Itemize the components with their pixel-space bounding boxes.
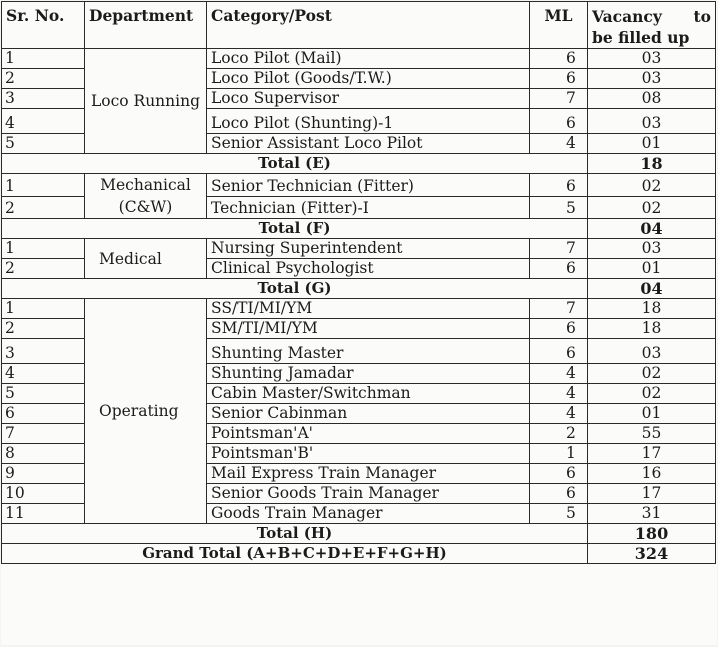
total-label: Total (H) <box>2 524 588 544</box>
cell-ml: 6 <box>530 339 588 364</box>
cell-ml: 6 <box>530 484 588 504</box>
cell-post: SS/TI/MI/YM <box>207 299 530 319</box>
total-label: Total (E) <box>2 154 588 174</box>
cell-vacancy: 03 <box>588 109 716 134</box>
cell-post: Senior Assistant Loco Pilot <box>207 134 530 154</box>
cell-ml: 6 <box>530 69 588 89</box>
cell-ml: 4 <box>530 404 588 424</box>
cell-ml: 5 <box>530 196 588 219</box>
cell-ml: 4 <box>530 134 588 154</box>
cell-sr-no: 8 <box>2 444 85 464</box>
cell-vacancy: 17 <box>588 484 716 504</box>
cell-post: Shunting Master <box>207 339 530 364</box>
cell-ml: 6 <box>530 174 588 197</box>
cell-vacancy: 08 <box>588 89 716 109</box>
cell-post: Nursing Superintendent <box>207 239 530 259</box>
total-value: 04 <box>588 219 716 239</box>
table-row <box>2 49 716 69</box>
total-row <box>2 219 716 239</box>
cell-sr-no: 11 <box>2 504 85 524</box>
cell-sr-no: 2 <box>2 259 85 279</box>
cell-vacancy: 02 <box>588 364 716 384</box>
cell-department: Mechanical (C&W) <box>85 174 207 219</box>
cell-sr-no: 10 <box>2 484 85 504</box>
cell-post: Technician (Fitter)-I <box>207 196 530 219</box>
total-label: Total (G) <box>2 279 588 299</box>
cell-vacancy: 02 <box>588 384 716 404</box>
cell-sr-no: 3 <box>2 89 85 109</box>
cell-department: Loco Running <box>85 49 207 154</box>
cell-vacancy: 31 <box>588 504 716 524</box>
cell-post: Pointsman'B' <box>207 444 530 464</box>
cell-sr-no: 2 <box>2 319 85 339</box>
cell-ml: 7 <box>530 89 588 109</box>
cell-vacancy: 01 <box>588 404 716 424</box>
cell-vacancy: 03 <box>588 69 716 89</box>
total-value: 04 <box>588 279 716 299</box>
cell-sr-no: 1 <box>2 239 85 259</box>
cell-ml: 6 <box>530 259 588 279</box>
cell-vacancy: 03 <box>588 339 716 364</box>
header-vacancy-to: to <box>693 7 711 26</box>
header-vacancy-line2: be filled up <box>592 28 690 47</box>
total-row <box>2 524 716 544</box>
header-vacancy-word: Vacancy <box>592 7 662 26</box>
total-label: Total (F) <box>2 219 588 239</box>
cell-ml: 5 <box>530 504 588 524</box>
cell-sr-no: 1 <box>2 49 85 69</box>
header-vacancy <box>588 2 716 49</box>
cell-post: SM/TI/MI/YM <box>207 319 530 339</box>
cell-vacancy: 16 <box>588 464 716 484</box>
grand-total-row <box>2 544 716 564</box>
table-row <box>2 239 716 259</box>
vacancy-table <box>1 1 716 564</box>
header-category: Category/Post <box>207 2 530 49</box>
cell-sr-no: 2 <box>2 196 85 219</box>
cell-sr-no: 6 <box>2 404 85 424</box>
cell-sr-no: 4 <box>2 364 85 384</box>
cell-vacancy: 18 <box>588 319 716 339</box>
total-value: 18 <box>588 154 716 174</box>
cell-vacancy: 55 <box>588 424 716 444</box>
cell-sr-no: 5 <box>2 134 85 154</box>
cell-ml: 7 <box>530 239 588 259</box>
cell-department: Operating <box>85 299 207 524</box>
cell-ml: 4 <box>530 364 588 384</box>
cell-sr-no: 5 <box>2 384 85 404</box>
total-row <box>2 154 716 174</box>
cell-sr-no: 7 <box>2 424 85 444</box>
total-value: 180 <box>588 524 716 544</box>
total-row <box>2 279 716 299</box>
cell-sr-no: 3 <box>2 339 85 364</box>
cell-vacancy: 18 <box>588 299 716 319</box>
cell-vacancy: 03 <box>588 49 716 69</box>
header-ml: ML <box>530 2 588 49</box>
cell-vacancy: 02 <box>588 174 716 197</box>
header-department: Department <box>85 2 207 49</box>
cell-ml: 2 <box>530 424 588 444</box>
grand-total-value: 324 <box>588 544 716 564</box>
cell-post: Pointsman'A' <box>207 424 530 444</box>
vacancy-document <box>1 1 717 645</box>
cell-post: Mail Express Train Manager <box>207 464 530 484</box>
cell-ml: 7 <box>530 299 588 319</box>
cell-ml: 6 <box>530 109 588 134</box>
cell-vacancy: 17 <box>588 444 716 464</box>
cell-post: Senior Technician (Fitter) <box>207 174 530 197</box>
cell-ml: 6 <box>530 319 588 339</box>
cell-sr-no: 9 <box>2 464 85 484</box>
cell-ml: 6 <box>530 464 588 484</box>
grand-total-label: Grand Total (A+B+C+D+E+F+G+H) <box>2 544 588 564</box>
cell-post: Loco Pilot (Goods/T.W.) <box>207 69 530 89</box>
cell-post: Goods Train Manager <box>207 504 530 524</box>
cell-post: Loco Pilot (Mail) <box>207 49 530 69</box>
cell-vacancy: 01 <box>588 134 716 154</box>
cell-vacancy: 02 <box>588 196 716 219</box>
cell-post: Clinical Psychologist <box>207 259 530 279</box>
cell-vacancy: 01 <box>588 259 716 279</box>
table-row <box>2 174 716 197</box>
cell-vacancy: 03 <box>588 239 716 259</box>
table-body <box>2 49 716 564</box>
header-sr-no: Sr. No. <box>2 2 85 49</box>
cell-post: Senior Goods Train Manager <box>207 484 530 504</box>
cell-sr-no: 4 <box>2 109 85 134</box>
cell-post: Loco Supervisor <box>207 89 530 109</box>
cell-post: Loco Pilot (Shunting)-1 <box>207 109 530 134</box>
cell-post: Senior Cabinman <box>207 404 530 424</box>
cell-post: Cabin Master/Switchman <box>207 384 530 404</box>
cell-ml: 4 <box>530 384 588 404</box>
cell-post: Shunting Jamadar <box>207 364 530 384</box>
table-row <box>2 299 716 319</box>
cell-department: Medical <box>85 239 207 279</box>
cell-ml: 6 <box>530 49 588 69</box>
cell-sr-no: 2 <box>2 69 85 89</box>
header-row <box>2 2 716 49</box>
cell-sr-no: 1 <box>2 174 85 197</box>
cell-ml: 1 <box>530 444 588 464</box>
cell-sr-no: 1 <box>2 299 85 319</box>
